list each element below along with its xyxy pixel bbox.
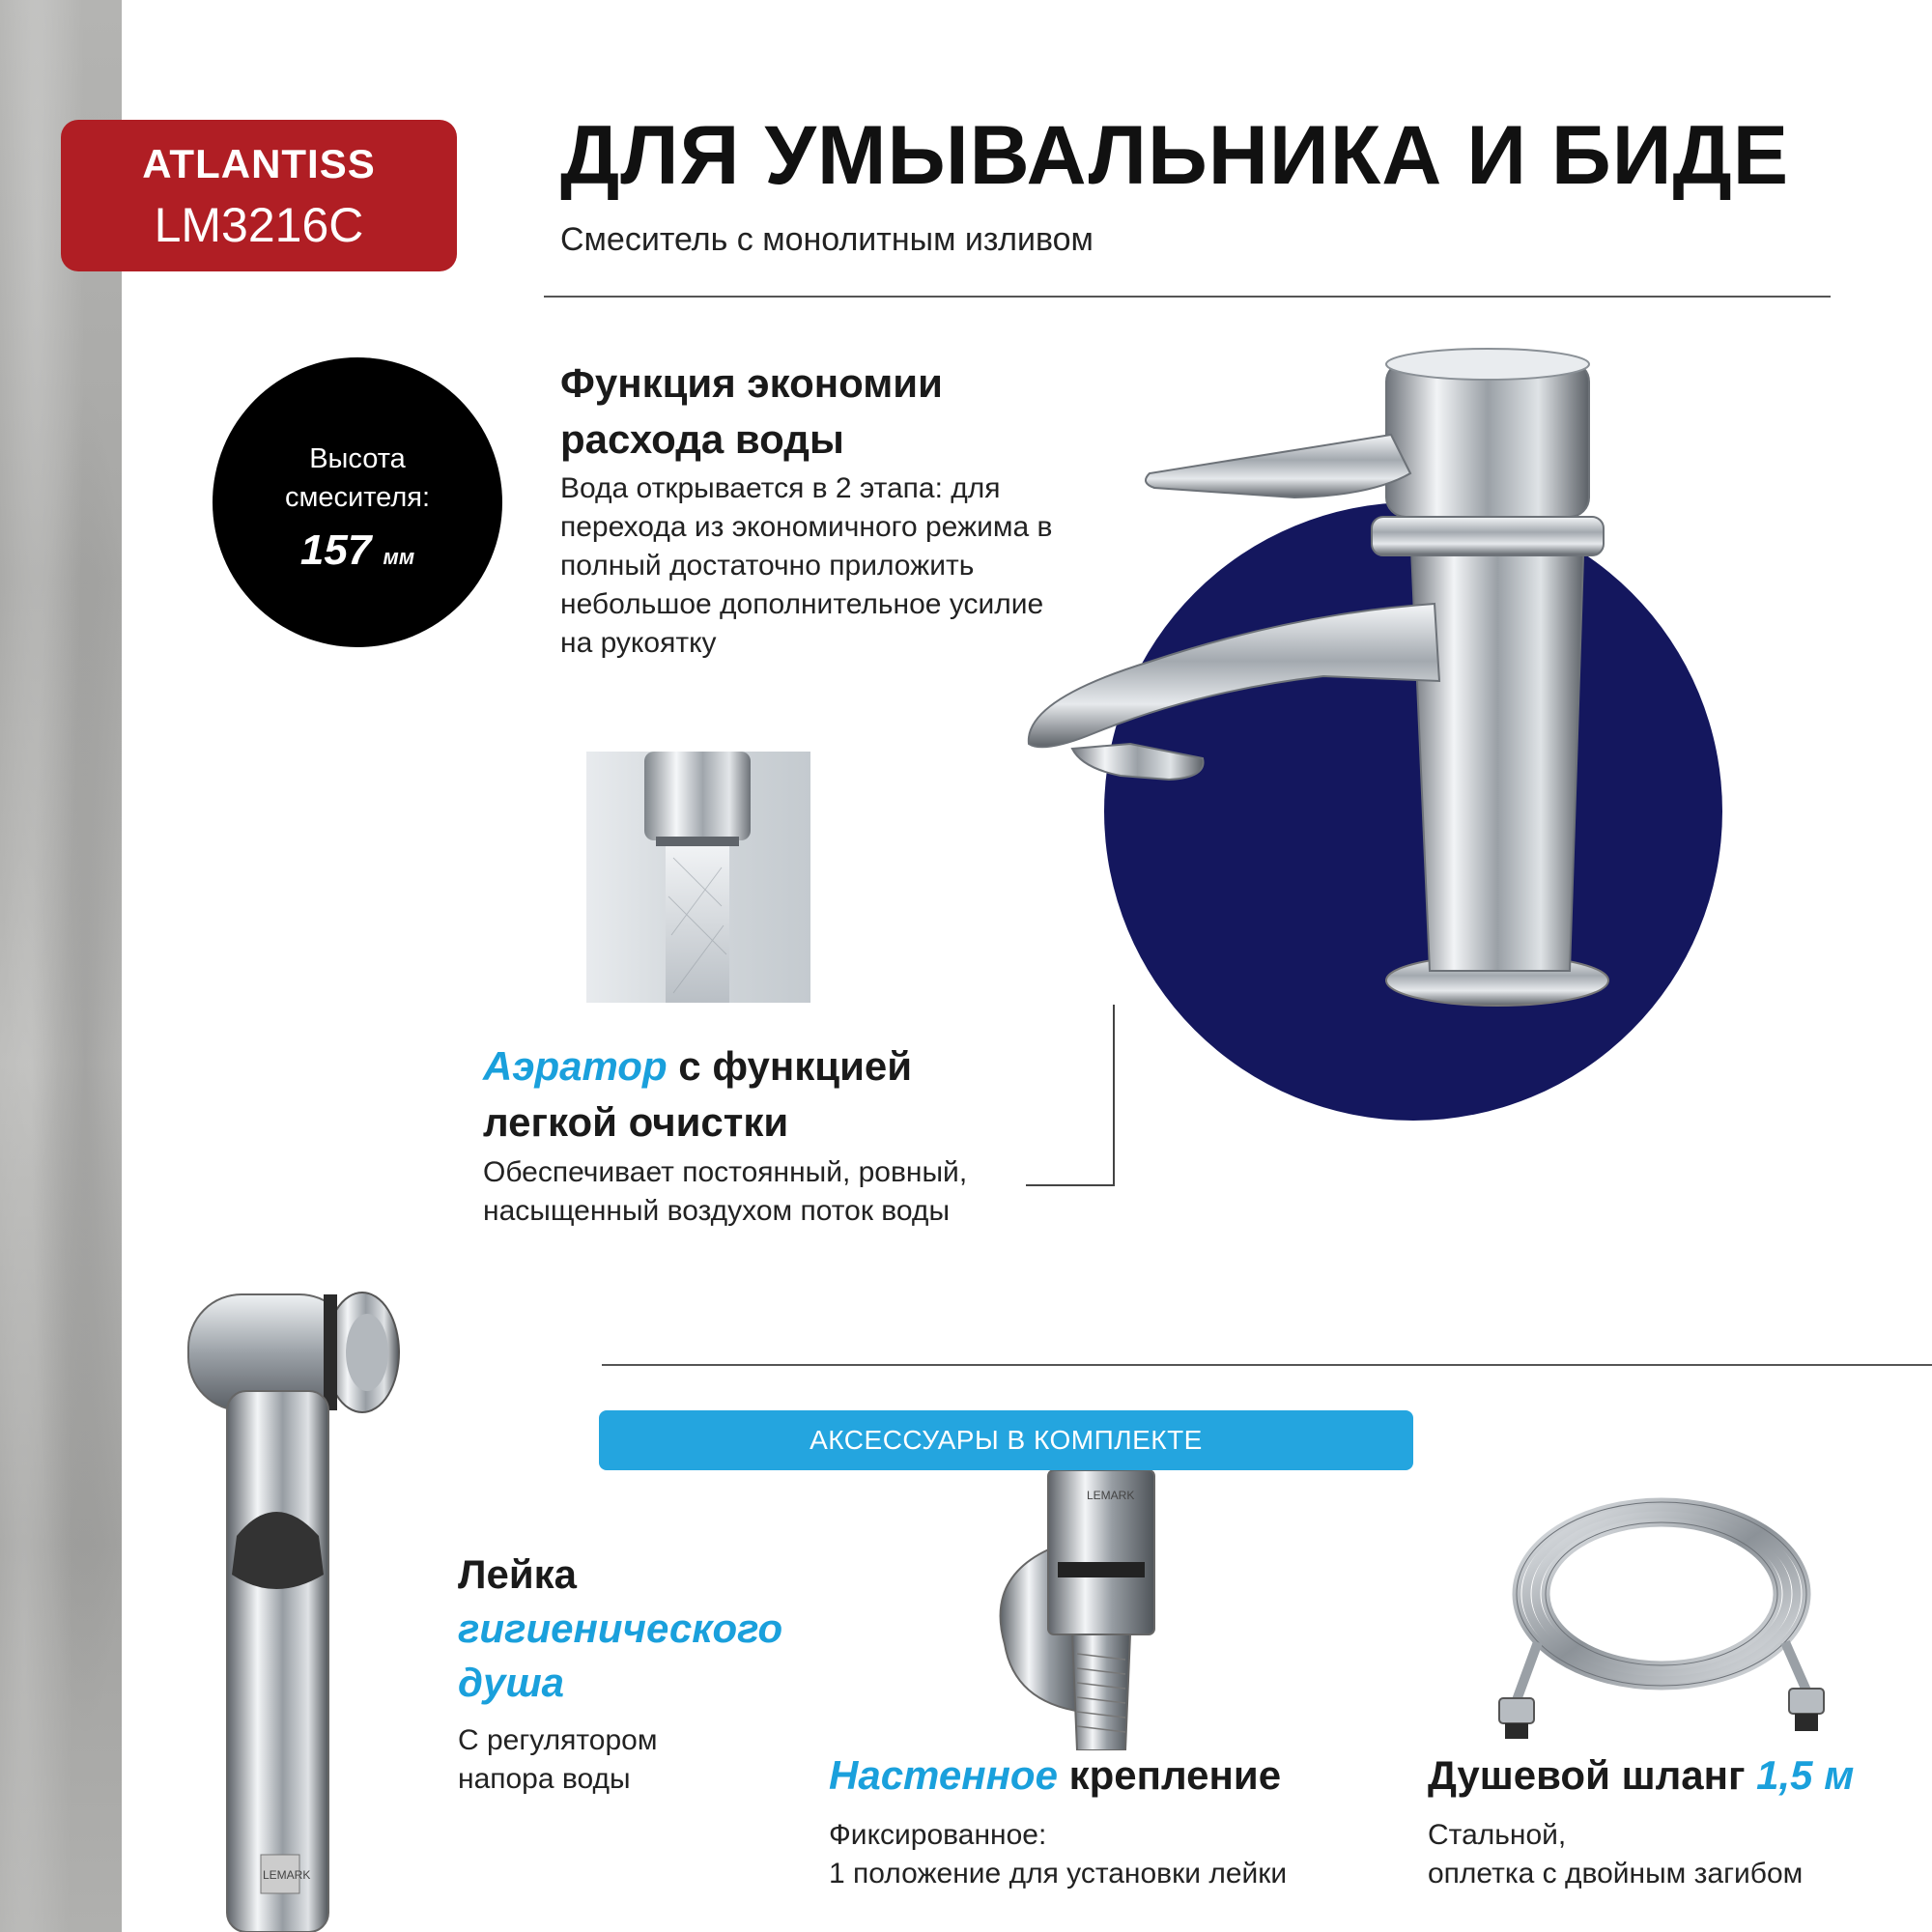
- mount-title-highlight: Настенное: [829, 1752, 1058, 1798]
- brand-badge: [61, 120, 457, 271]
- aerator-title-line1: [483, 1038, 1005, 1094]
- height-unit: мм: [383, 545, 415, 569]
- hose-title-length: 1,5 м: [1756, 1752, 1855, 1798]
- brand-model: LM3216C: [154, 198, 364, 252]
- page-title: ДЛЯ УМЫВАЛЬНИКА И БИДЕ: [560, 109, 1790, 202]
- sprayer-image: [169, 1256, 420, 1932]
- height-value: 157: [299, 526, 372, 574]
- height-label-line1: Высота: [309, 443, 406, 474]
- concrete-texture-strip: [0, 0, 122, 1932]
- height-label: [213, 440, 502, 517]
- hose-description-line1: Стальной,: [1428, 1819, 1567, 1851]
- aerator-title-line2: легкой очистки: [483, 1099, 789, 1145]
- economy-title-line2: расхода воды: [560, 416, 844, 462]
- faucet-image: [1005, 343, 1662, 1019]
- hose-title: [1428, 1752, 1854, 1799]
- height-value-row: [213, 526, 502, 575]
- aerator-title-highlight: Аэратор: [483, 1043, 668, 1089]
- hose-image: [1478, 1449, 1835, 1748]
- sprayer-logo: LEMARK: [263, 1868, 311, 1882]
- page-subtitle: Смеситель с монолитным изливом: [560, 221, 1094, 258]
- mount-logo: LEMARK: [1087, 1489, 1135, 1502]
- accessories-divider: [602, 1364, 1932, 1366]
- header-divider: [544, 296, 1831, 298]
- aerator-description: Обеспечивает постоянный, ровный, насыщенный воздухом поток воды: [483, 1156, 968, 1227]
- hose-title-text: Душевой шланг: [1428, 1752, 1757, 1798]
- economy-title-line1: Функция экономии: [560, 360, 943, 406]
- mount-description-line2: 1 положение для установки лейки: [829, 1858, 1288, 1889]
- sprayer-title-line1: Лейка: [458, 1551, 578, 1597]
- mount-title-rest: крепление: [1057, 1752, 1282, 1798]
- callout-line-vertical: [1113, 1005, 1115, 1186]
- wall-mount-image: [966, 1470, 1217, 1750]
- mount-description-line1: Фиксированное:: [829, 1819, 1047, 1851]
- mount-description: [829, 1816, 1350, 1893]
- aerator-photo: [586, 752, 810, 1003]
- sprayer-description: С регулятором напора воды: [458, 1724, 658, 1795]
- brand-name: ATLANTISS: [142, 141, 376, 186]
- hose-description-line2: оплетка с двойным загибом: [1428, 1858, 1804, 1889]
- aerator-title: [483, 1038, 1005, 1151]
- height-badge: [213, 357, 502, 647]
- aerator-title-rest: с функцией: [667, 1043, 913, 1089]
- callout-line-horizontal: [1026, 1184, 1115, 1186]
- mount-title: [829, 1752, 1281, 1799]
- sprayer-title-line2: гигиенического: [458, 1605, 783, 1651]
- height-label-line2: смесителя:: [284, 482, 431, 513]
- sprayer-title-line3: душа: [458, 1660, 565, 1705]
- sprayer-title: [458, 1548, 806, 1710]
- hose-description: [1428, 1816, 1911, 1893]
- accessories-banner: АКСЕССУАРЫ В КОМПЛЕКТЕ: [599, 1410, 1413, 1470]
- economy-description: Вода открывается в 2 этапа: для перехода из экономичного режима в полный достаточно приложить небольшое дополнительное усилие на рукоятку: [560, 472, 1053, 659]
